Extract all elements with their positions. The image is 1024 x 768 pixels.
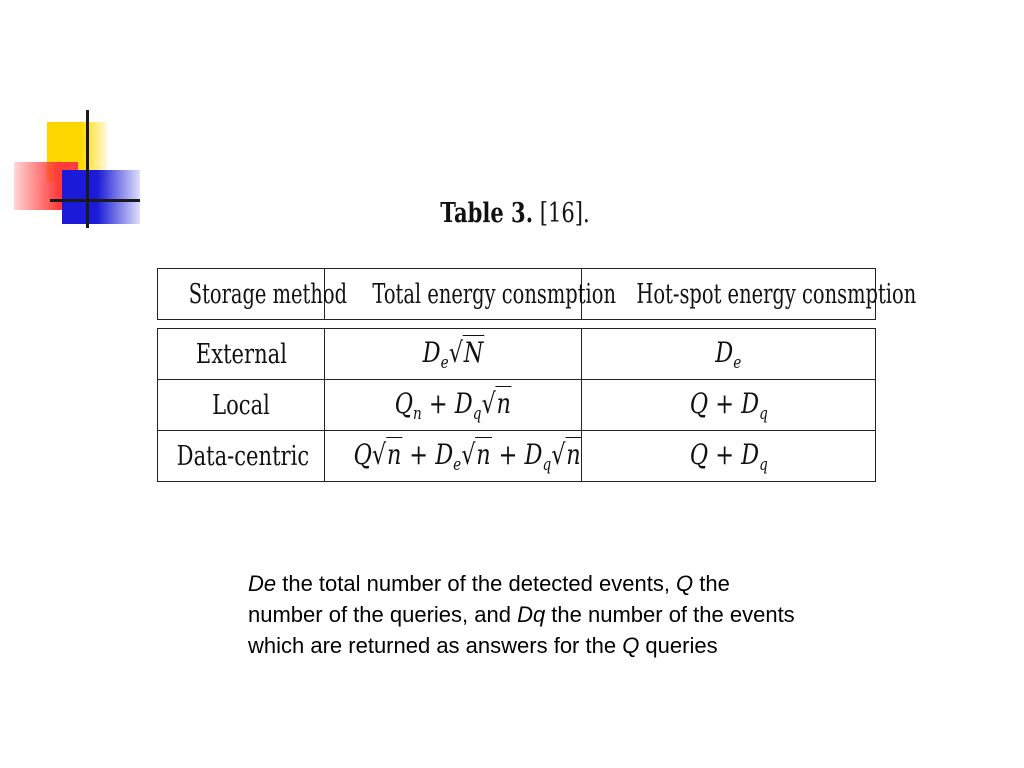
caption-label: Table 3. — [440, 198, 534, 229]
formula: $D_e√N$ — [422, 335, 483, 373]
note-text: the number of the events which are returned as answers for the — [248, 602, 795, 658]
cell-total — [325, 431, 582, 482]
cell-hotspot — [582, 380, 876, 431]
term-q: Q — [622, 633, 640, 658]
cell-method: External — [158, 329, 325, 380]
footnote — [248, 568, 808, 661]
formula: $Q_n + D_q√n$ — [394, 386, 511, 424]
cell-hotspot — [582, 431, 876, 482]
table-body — [157, 328, 876, 482]
vertical-line — [86, 110, 89, 228]
cell-total — [325, 329, 582, 380]
cell-total — [325, 380, 582, 431]
table-row — [158, 431, 876, 482]
formula: $Q + D_q$ — [689, 386, 768, 424]
formula: $Q + D_q$ — [689, 437, 768, 475]
table-caption — [113, 198, 916, 229]
term-de: De — [248, 571, 277, 596]
note-text: the number of the queries, and — [248, 571, 730, 627]
term-dq: Dq — [517, 602, 546, 627]
formula: $Q√n + D_e√n + D_q√n$ — [353, 437, 581, 475]
caption-reference: [16]. — [539, 198, 590, 229]
cell-hotspot — [582, 329, 876, 380]
header-storage-method: Storage method — [158, 269, 325, 320]
note-text: the total number of the detected events, — [276, 571, 677, 596]
table-row — [158, 380, 876, 431]
cell-method: Data-centric — [158, 431, 325, 482]
cell-method: Local — [158, 380, 325, 431]
header-total-energy: Total energy consmption — [325, 269, 582, 320]
table-header — [157, 268, 917, 320]
term-q: Q — [676, 571, 694, 596]
table-row — [158, 329, 876, 380]
formula: $D_e$ — [715, 335, 742, 373]
header-hotspot-energy: Hot-spot energy consmption — [582, 269, 876, 320]
note-text: queries — [639, 633, 718, 658]
